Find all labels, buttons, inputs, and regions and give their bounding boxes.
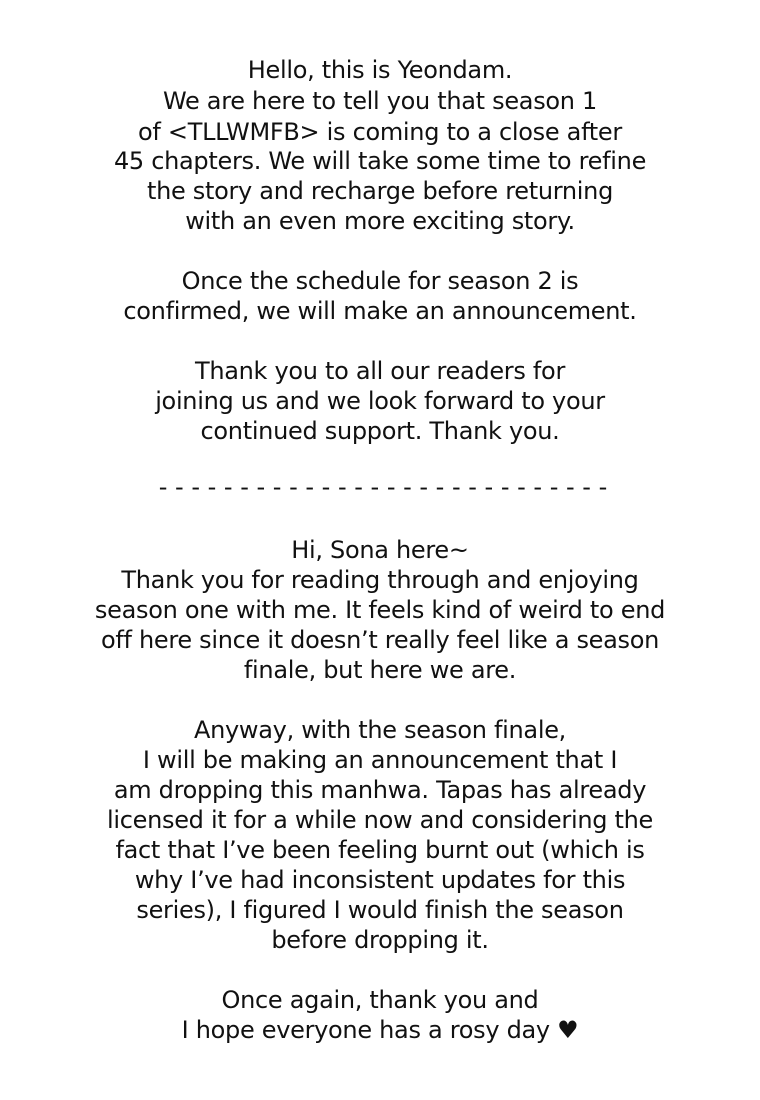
note1-line: confirmed, we will make an announcement.	[123, 297, 637, 325]
note2-line: Once again, thank you and	[221, 986, 539, 1014]
note2-line: I will be making an announcement that I	[142, 746, 618, 774]
note1-line: Once the schedule for season 2 is	[181, 267, 579, 295]
note2-line: licensed it for a while now and considering the	[107, 806, 653, 834]
note2-line: off here since it doesn’t really feel like a season	[100, 626, 660, 654]
note2-line: why I’ve had inconsistent updates for this	[134, 866, 626, 894]
note1-line: 45 chapters. We will take some time to refine	[113, 147, 647, 175]
note1-line: with an even more exciting story.	[185, 207, 575, 235]
note1-line: continued support. Thank you.	[200, 417, 560, 445]
note1-line: Hello, this is Yeondam.	[247, 56, 513, 84]
note1-line: We are here to tell you that season 1	[162, 87, 597, 115]
note2-line: fact that I’ve been feeling burnt out (which is	[115, 836, 645, 864]
note2-line: series), I figured I would finish the season	[136, 896, 624, 924]
note1-line: joining us and we look forward to your	[155, 387, 605, 415]
note2-line: before dropping it.	[271, 926, 489, 954]
dashed-divider: - - - - - - - - - - - - - - - - - - - - - - - - - - - -	[158, 473, 608, 501]
note1-line: Thank you to all our readers for	[194, 357, 566, 385]
note2-line: finale, but here we are.	[243, 656, 517, 684]
note1-line: the story and recharge before returning	[146, 177, 614, 205]
note2-line: Hi, Sona here~	[291, 536, 469, 564]
note1-line: of <TLLWMFB> is coming to a close after	[138, 118, 622, 146]
note2-line: am dropping this manhwa. Tapas has already	[113, 776, 647, 804]
note2-line: Anyway, with the season finale,	[194, 716, 566, 744]
note2-line: Thank you for reading through and enjoying	[121, 566, 639, 594]
note2-line: I hope everyone has a rosy day ♥	[181, 1016, 579, 1044]
note2-line: season one with me. It feels kind of weird to end	[94, 596, 666, 624]
